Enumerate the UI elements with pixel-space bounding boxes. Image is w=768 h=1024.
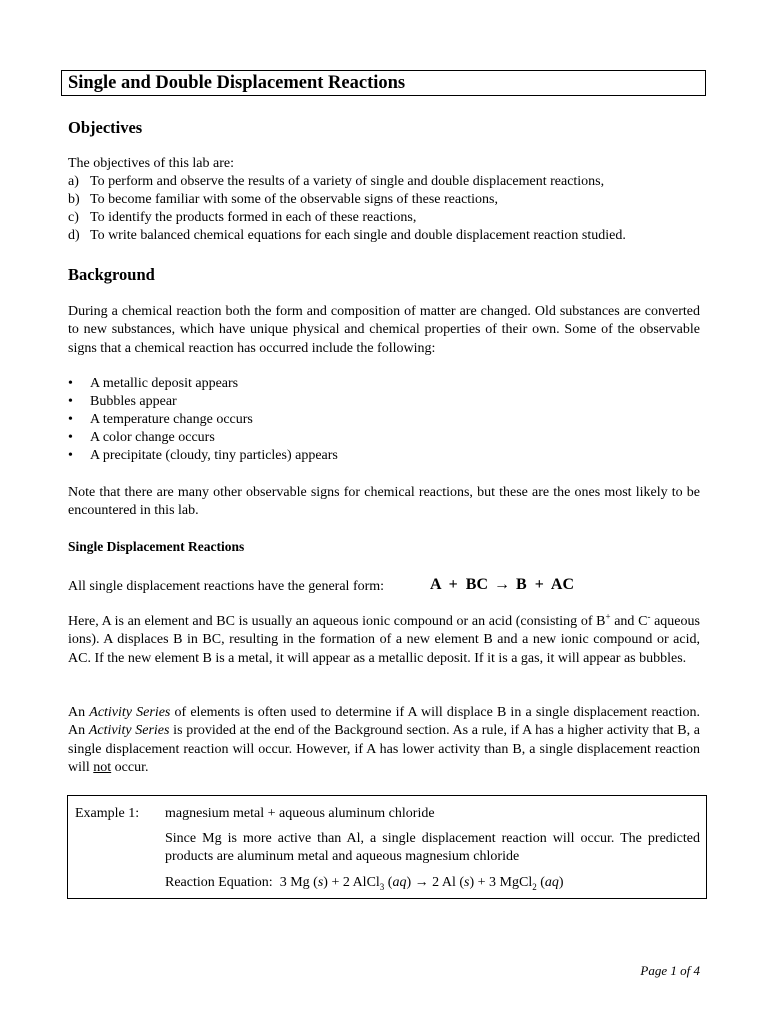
page-title: Single and Double Displacement Reactions: [68, 73, 406, 93]
objective-item: c) To identify the products formed in each of these reactions,: [68, 210, 417, 225]
example-label: Example 1:: [75, 806, 140, 821]
arrow-icon: →: [494, 576, 511, 593]
single-displacement-paragraph: Here, A is an element and BC is usually an aqueous ionic compound or an acid (consisting of B+ and C- aqueous ions). A displaces B in BC, resulting in the formation of a new element B and a new ionic compound or acid, AC. If the new element B is a metal, it will appear as a metallic deposit. If it is a gas, it will appear as bubbles.: [68, 611, 700, 666]
example-reactants: magnesium metal + aqueous aluminum chloride: [165, 806, 435, 821]
arrow-icon: →: [414, 875, 429, 890]
title-box: [61, 70, 706, 96]
example-explanation: Since Mg is more active than Al, a single displacement reaction will occur. The predicted products are aluminum metal and aqueous magnesium chloride: [165, 831, 700, 864]
example-box: [67, 795, 707, 899]
objectives-intro: The objectives of this lab are:: [68, 156, 234, 171]
background-paragraph-2: Note that there are many other observable signs for chemical reactions, but these are the ones most likely to be encountered in this lab.: [68, 485, 700, 519]
activity-series-paragraph: An Activity Series of elements is often used to determine if A will displace B in a single displacement reaction. An Activity Series is provided at the end of the Background section. As a rule, if A has a higher activity that B, a single displacement reaction will occur. However, if A has lower activity than B, a single displacement reaction will not occur.: [68, 705, 700, 775]
bullet-item: • A temperature change occurs: [68, 412, 253, 427]
bullet-item: • A precipitate (cloudy, tiny particles) appears: [68, 448, 338, 463]
general-form-label: All single displacement reactions have the general form:: [68, 579, 385, 594]
bullet-item: • A metallic deposit appears: [68, 376, 239, 391]
page-number: Page 1 of 4: [640, 963, 700, 978]
example-equation: Reaction Equation: 3 Mg (s) + 2 AlCl$_3$ (aq) → 2 Al (s) + 3 MgCl$_2$ (aq): [165, 875, 564, 892]
general-form-equation: A + BC → B + AC: [430, 576, 575, 593]
objectives-heading: Objectives: [68, 118, 143, 137]
background-paragraph-1: During a chemical reaction both the form and composition of matter are changed. Old substances are converted to new substances, which have unique physical and chemical properties of their own. Some of the observable signs that a chemical reaction has occurred include the following:: [68, 304, 700, 356]
objective-item: a) To perform and observe the results of a variety of single and double displacement reactions,: [68, 174, 605, 189]
objective-item: b) To become familiar with some of the observable signs of these reactions,: [68, 192, 499, 207]
objective-item: d) To write balanced chemical equations for each single and double displacement reaction studied.: [68, 228, 626, 243]
background-heading: Background: [68, 265, 155, 284]
single-displacement-heading: Single Displacement Reactions: [68, 539, 245, 554]
bullet-item: • Bubbles appear: [68, 394, 177, 409]
bullet-item: • A color change occurs: [68, 430, 215, 445]
